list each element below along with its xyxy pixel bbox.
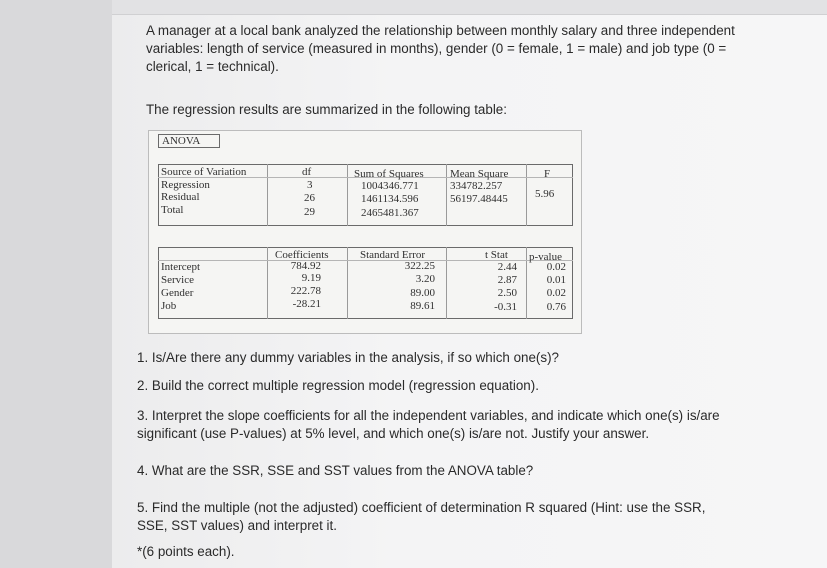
anova-header-source: Source of Variation [161,166,247,178]
anova-row-df: 29 [304,206,315,218]
coef-col-divider [347,247,348,319]
question-1: 1. Is/Are there any dummy variables in the analysis, if so which one(s)? [137,350,559,365]
anova-header-f: F [544,168,551,180]
anova-header-ms: Mean Square [450,168,509,180]
coef-row-p: 0.02 [546,261,566,273]
coef-row-name: Service [161,274,194,286]
coef-row-t: 2.50 [497,287,517,299]
anova-row-source: Total [161,204,184,216]
coef-row-t: 2.44 [497,261,517,273]
question-2: 2. Build the correct multiple regression model (regression equation). [137,378,539,393]
points-note: *(6 points each). [137,544,235,559]
coef-row-p: 0.01 [546,274,566,286]
anova-row-ss: 2465481.367 [361,207,419,219]
problem-intro: A manager at a local bank analyzed the relationship between monthly salary and three independent variables: length of service (measured in months), gender (0 = female, 1 = male) and job type (0 = clerical, 1 = technical). [146,23,735,74]
coef-row-se: 89.61 [410,300,435,312]
anova-row-df: 3 [307,179,313,191]
coef-row-coef: 784.92 [290,260,321,272]
coef-row-name: Intercept [161,261,201,273]
anova-row-source: Regression [161,179,210,191]
anova-header-df: df [302,166,312,178]
coef-col-divider [446,247,447,319]
coef-row-name: Job [161,300,177,312]
coef-header-coefficients: Coefficients [275,249,329,261]
coef-header-standard-error: Standard Error [360,249,426,261]
anova-col-divider [526,164,527,226]
coef-row-se: 89.00 [410,287,435,299]
coef-col-divider [526,247,527,319]
anova-title: ANOVA [162,135,201,147]
anova-header-ss: Sum of Squares [354,168,424,180]
anova-row-source: Residual [161,191,200,203]
anova-row-ms: 56197.48445 [450,193,508,205]
anova-row-ss: 1461134.596 [361,193,419,205]
coef-header-t-stat: t Stat [485,249,508,261]
anova-row-ms: 334782.257 [450,180,503,192]
table-lead-text: The regression results are summarized in the following table: [146,102,507,117]
anova-row-f: 5.96 [535,188,555,200]
anova-col-divider [347,164,348,226]
anova-row-df: 26 [304,192,315,204]
coef-row-coef: 9.19 [301,272,321,284]
anova-row-ss: 1004346.771 [361,180,419,192]
coef-row-name: Gender [161,287,194,299]
regression-table [148,130,582,334]
coef-row-t: 2.87 [497,274,517,286]
question-3: 3. Interpret the slope coefficients for all the independent variables, and indicate which one(s) is/are significant (use P-values) at 5% level, and which one(s) is/are not. Justify your answer. [137,408,720,441]
coef-row-se: 322.25 [404,260,435,272]
coef-row-p: 0.02 [546,287,566,299]
coef-row-coef: -28.21 [292,298,321,310]
anova-col-divider [446,164,447,226]
page-top-edge [112,0,827,15]
question-5: 5. Find the multiple (not the adjusted) coefficient of determination R squared (Hint: use the SSR, SSE, SST values) and interpret it. [137,500,706,533]
question-4: 4. What are the SSR, SSE and SST values from the ANOVA table? [137,463,534,478]
coef-row-p: 0.76 [546,301,566,313]
coef-row-se: 3.20 [415,273,435,285]
anova-col-divider [267,164,268,226]
coef-col-divider [267,247,268,319]
coef-header-p-value: p-value [529,251,562,263]
coef-row-t: -0.31 [494,301,517,313]
coef-row-coef: 222.78 [290,285,321,297]
